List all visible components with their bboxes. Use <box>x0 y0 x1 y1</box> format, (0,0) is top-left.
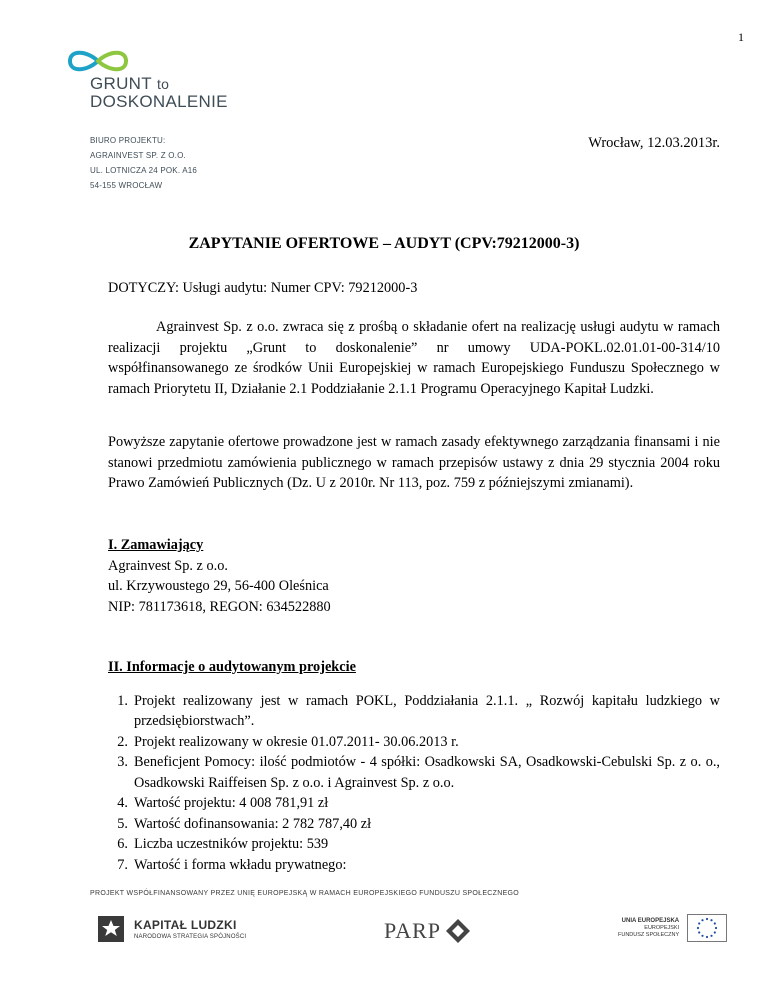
eu-line: FUNDUSZ SPOŁECZNY <box>618 931 680 938</box>
parp-icon <box>445 918 471 944</box>
kapital-ludzki-logo <box>96 912 246 946</box>
logo-line1: GRUNT <box>90 74 152 93</box>
document-title: ZAPYTANIE OFERTOWE – AUDYT (CPV:79212000-3) <box>188 235 580 252</box>
ordering-party-line: Agrainvest Sp. z o.o. <box>108 557 228 574</box>
page-number: 1 <box>738 30 744 44</box>
eu-logo <box>618 914 727 942</box>
list-item: 4. Wartość projektu: 4 008 781,91 zł <box>117 795 329 811</box>
section-heading: I. Zamawiający <box>108 537 204 553</box>
list-item: 5. Wartość dofinansowania: 2 782 787,40 zł <box>117 815 372 832</box>
list-item: 1. Projekt realizowany jest w ramach POKL, Poddziałania 2.1.1. „ Rozwój kapitału ludzkiego w przedsiębiorstwach”. <box>117 692 720 729</box>
list-item: 7. Wartość i forma wkładu prywatnego: <box>117 856 347 873</box>
list-item: 2. Projekt realizowany w okresie 01.07.2011- 30.06.2013 r. <box>117 733 459 750</box>
legal-paragraph: Powyższe zapytanie ofertowe prowadzone jest w ramach zasady efektywnego zarządzania finansami i nie stanowi przedmiotu zamówienia publicznego w ramach przepisów ustawy z dnia 29 stycznia 2004 roku Prawo Zamówień Publicznych (Dz. U z 2010r. Nr 113, poz. 759 z późniejszymi zmianami). <box>108 434 720 491</box>
logo-wordmark <box>90 75 228 110</box>
list-item: 3. Beneficjent Pomocy: ilość podmiotów - 4 spółki: Osadkowski SA, Osadkowski-Cebulski Sp. z o. o., Osadkowski Raiffeisen Sp. z o.o. i Agrainvest Sp. z o.o. <box>117 754 720 791</box>
list-item: 6. Liczba uczestników projektu: 539 <box>117 836 329 852</box>
office-line: 54-155 WROCŁAW <box>90 181 163 190</box>
parp-logo <box>384 918 471 944</box>
logo-line1-small: to <box>156 76 170 92</box>
parp-text: PARP <box>384 918 442 943</box>
document-date: Wrocław, 12.03.2013r. <box>588 135 720 151</box>
subject-line: DOTYCZY: Usługi audytu: Numer CPV: 79212000-3 <box>108 280 418 296</box>
kapital-ludzki-icon <box>96 912 126 946</box>
project-info-list <box>108 691 720 876</box>
logo-line2: DOSKONALENIE <box>90 92 228 111</box>
office-line: AGRAINVEST SP. Z O.O. <box>90 151 186 160</box>
eu-title: UNIA EUROPEJSKA <box>621 917 680 924</box>
section-project-info <box>108 657 720 875</box>
section-heading: II. Informacje o audytowanym projekcie <box>108 659 356 675</box>
section-ordering-party <box>108 535 720 617</box>
project-office-address <box>90 133 197 193</box>
eu-line: EUROPEJSKI <box>644 924 680 931</box>
kl-title: KAPITAŁ LUDZKI <box>134 918 237 932</box>
ordering-party-line: ul. Krzywoustego 29, 56-400 Oleśnica <box>108 578 329 594</box>
cofinancing-note: PROJEKT WSPÓŁFINANSOWANY PRZEZ UNIĘ EUROPEJSKĄ W RAMACH EUROPEJSKIEGO FUNDUSZU SPOŁECZNEGO <box>90 890 520 897</box>
intro-paragraph: Agrainvest Sp. z o.o. zwraca się z prośbą o składanie ofert na realizację usługi audytu w ramach realizacji projektu „Grunt to doskonalenie” nr umowy UDA-POKL.02.01.01-00-314/10 współfinansowanego ze środków Unii Europejskiej w ramach Europejskiego Funduszu Społecznego w ramach Priorytetu II, Działanie 2.1 Poddziałanie 2.1.1 Programu Operacyjnego Kapitał Ludzki. <box>108 319 720 397</box>
office-line: BIURO PROJEKTU: <box>90 136 166 145</box>
ordering-party-line: NIP: 781173618, REGON: 634522880 <box>108 598 331 615</box>
eu-flag-icon <box>687 914 727 942</box>
office-line: UL. LOTNICZA 24 POK. A16 <box>90 166 198 175</box>
kl-subtitle: NARODOWA STRATEGIA SPÓJNOŚCI <box>134 934 247 940</box>
